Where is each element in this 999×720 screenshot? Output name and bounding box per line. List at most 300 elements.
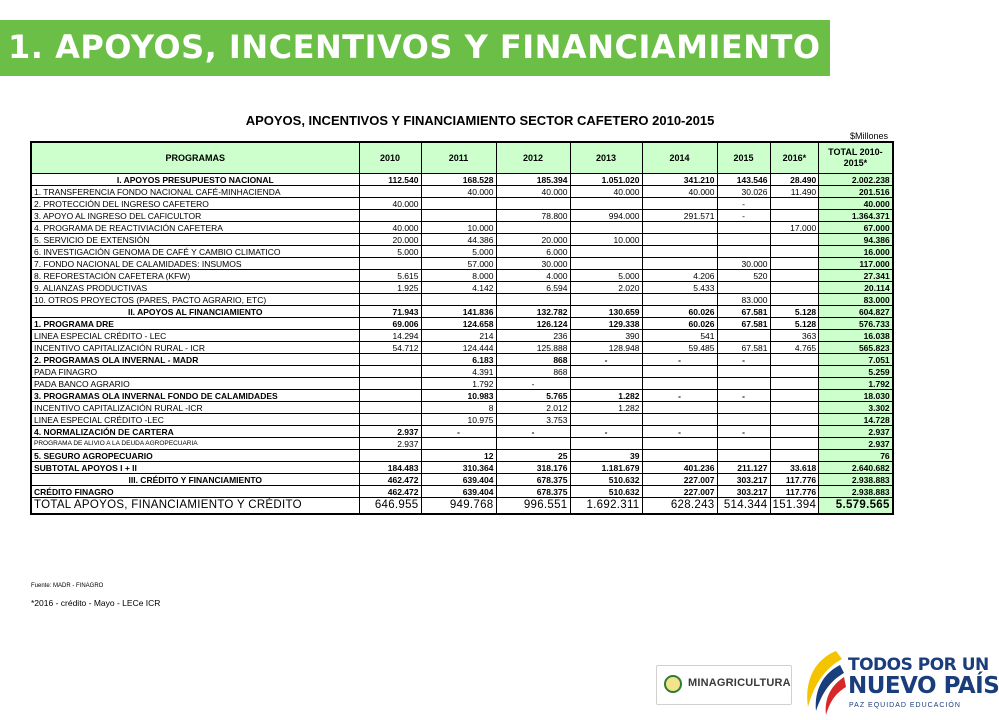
cell-value xyxy=(359,366,421,378)
cell-value: 12 xyxy=(421,450,496,462)
cell-value: 678.375 xyxy=(496,486,570,498)
table-row xyxy=(31,318,893,330)
table-row xyxy=(31,246,893,258)
cell-value: 3.753 xyxy=(496,414,570,426)
cell-value xyxy=(570,438,642,450)
source-note: Fuente: MADR - FINAGRO xyxy=(31,583,104,589)
cell-total: 83.000 xyxy=(819,294,893,306)
table-row xyxy=(31,282,893,294)
cell-value xyxy=(642,438,717,450)
row-label: 2. PROTECCIÓN DEL INGRESO CAFETERO xyxy=(31,198,359,210)
cell-value: 69.006 xyxy=(359,318,421,330)
cell-value: 510.632 xyxy=(570,474,642,486)
cell-total: 76 xyxy=(819,450,893,462)
cell-value xyxy=(570,366,642,378)
cell-value: 401.236 xyxy=(642,462,717,474)
cell-value: - xyxy=(642,354,717,366)
cell-value xyxy=(770,282,819,294)
cell-value: 5.433 xyxy=(642,282,717,294)
cell-total: 604.827 xyxy=(819,306,893,318)
cell-value: 39 xyxy=(570,450,642,462)
cell-value: 125.888 xyxy=(496,342,570,354)
cell-value: 5.615 xyxy=(359,270,421,282)
cell-value xyxy=(717,246,770,258)
cell-value: - xyxy=(717,390,770,402)
row-label: 4. NORMALIZACIÓN DE CARTERA xyxy=(31,426,359,438)
header-year: 2015 xyxy=(717,142,770,174)
cell-value xyxy=(770,450,819,462)
cell-value xyxy=(570,246,642,258)
header-year: 2012 xyxy=(496,142,570,174)
cell-value xyxy=(642,378,717,390)
cell-total: 2.640.682 xyxy=(819,462,893,474)
cell-total: 16.000 xyxy=(819,246,893,258)
cell-value: - xyxy=(496,426,570,438)
row-label: LINEA ESPECIAL CRÉDITO - LEC xyxy=(31,330,359,342)
cell-total: 27.341 xyxy=(819,270,893,282)
cell-value: 10.975 xyxy=(421,414,496,426)
table-row xyxy=(31,270,893,282)
cell-value xyxy=(421,198,496,210)
cell-value xyxy=(359,210,421,222)
table-row xyxy=(31,474,893,486)
cell-value: 141.836 xyxy=(421,306,496,318)
cell-total: 20.114 xyxy=(819,282,893,294)
cell-value xyxy=(359,414,421,426)
row-label: 6. INVESTIGACIÓN GENOMA DE CAFÉ Y CAMBIO CLIMATICO xyxy=(31,246,359,258)
cell-value xyxy=(770,366,819,378)
cell-value: - xyxy=(570,426,642,438)
cell-value: 14.294 xyxy=(359,330,421,342)
cell-value: 5.000 xyxy=(421,246,496,258)
cell-value: 168.528 xyxy=(421,174,496,186)
cell-total: 67.000 xyxy=(819,222,893,234)
cell-value: - xyxy=(717,426,770,438)
row-label: 5. SERVICIO DE EXTENSIÓN xyxy=(31,234,359,246)
page-title: 1. APOYOS, INCENTIVOS Y FINANCIAMIENTO xyxy=(8,28,821,66)
cell-value: 8 xyxy=(421,402,496,414)
table-row xyxy=(31,222,893,234)
logo-line-1: TODOS POR UN xyxy=(848,655,989,675)
unit-label: $Millones xyxy=(850,131,889,141)
cell-value xyxy=(770,210,819,222)
cell-value: 291.571 xyxy=(642,210,717,222)
cell-value: 20.000 xyxy=(496,234,570,246)
cell-value: 541 xyxy=(642,330,717,342)
cell-value: 11.490 xyxy=(770,186,819,198)
cell-value: 71.943 xyxy=(359,306,421,318)
table-row xyxy=(31,342,893,354)
cell-value: 227.007 xyxy=(642,474,717,486)
cell-value: 510.632 xyxy=(570,486,642,498)
logo-line-2: NUEVO PAÍS xyxy=(848,673,999,699)
cell-value: 185.394 xyxy=(496,174,570,186)
cell-value: 868 xyxy=(496,354,570,366)
cell-total: 16.038 xyxy=(819,330,893,342)
cell-value xyxy=(496,438,570,450)
row-label: I. APOYOS PRESUPUESTO NACIONAL xyxy=(31,174,359,186)
cell-value xyxy=(496,294,570,306)
cell-value xyxy=(642,294,717,306)
cell-value: 646.955 xyxy=(359,498,421,515)
header-year: 2016* xyxy=(770,142,819,174)
cell-total: 40.000 xyxy=(819,198,893,210)
cell-value: 10.983 xyxy=(421,390,496,402)
cell-value: 124.658 xyxy=(421,318,496,330)
cell-value xyxy=(770,414,819,426)
cell-value: 17.000 xyxy=(770,222,819,234)
cell-value xyxy=(570,198,642,210)
cell-value: 40.000 xyxy=(359,198,421,210)
cell-value xyxy=(717,366,770,378)
cell-value: 132.782 xyxy=(496,306,570,318)
cell-value: 126.124 xyxy=(496,318,570,330)
cell-total: 2.938.883 xyxy=(819,474,893,486)
cell-value: 30.000 xyxy=(717,258,770,270)
cell-value: 67.581 xyxy=(717,342,770,354)
cell-value: 868 xyxy=(496,366,570,378)
table-row xyxy=(31,486,893,498)
cell-value: 5.128 xyxy=(770,306,819,318)
table-row xyxy=(31,450,893,462)
cell-value: - xyxy=(642,390,717,402)
table-row xyxy=(31,414,893,426)
row-label: CRÉDITO FINAGRO xyxy=(31,486,359,498)
cell-value: 390 xyxy=(570,330,642,342)
header-year: 2013 xyxy=(570,142,642,174)
cell-value: 20.000 xyxy=(359,234,421,246)
cell-value xyxy=(359,258,421,270)
table-row xyxy=(31,174,893,186)
row-label: INCENTIVO CAPITALIZACIÓN RURAL -ICR xyxy=(31,402,359,414)
coat-of-arms-icon xyxy=(664,675,682,693)
row-label: TOTAL APOYOS, FINANCIAMIENTO Y CRÉDITO xyxy=(31,498,359,515)
cell-value: 8.000 xyxy=(421,270,496,282)
cell-value: 5.765 xyxy=(496,390,570,402)
cell-value: 6.183 xyxy=(421,354,496,366)
todos-por-un-nuevo-pais-logo xyxy=(796,645,999,720)
cell-total: 117.000 xyxy=(819,258,893,270)
cell-value: 112.540 xyxy=(359,174,421,186)
cell-value: 30.000 xyxy=(496,258,570,270)
cell-value: 2.937 xyxy=(359,438,421,450)
cell-total: 565.823 xyxy=(819,342,893,354)
header-programs: PROGRAMAS xyxy=(31,142,359,174)
cell-value xyxy=(770,354,819,366)
cell-value: 40.000 xyxy=(421,186,496,198)
cell-value: 143.546 xyxy=(717,174,770,186)
cell-total: 14.728 xyxy=(819,414,893,426)
table-row xyxy=(31,462,893,474)
cell-value: 363 xyxy=(770,330,819,342)
cell-value xyxy=(359,378,421,390)
cell-total: 201.516 xyxy=(819,186,893,198)
cell-value: 78.800 xyxy=(496,210,570,222)
cell-value: 83.000 xyxy=(717,294,770,306)
cell-value xyxy=(717,378,770,390)
cell-value xyxy=(642,234,717,246)
cell-value xyxy=(770,234,819,246)
cell-value: 1.051.020 xyxy=(570,174,642,186)
row-label: 4. PROGRAMA DE REACTIVIACIÓN CAFETERA xyxy=(31,222,359,234)
cell-value xyxy=(642,222,717,234)
row-label: 5. SEGURO AGROPECUARIO xyxy=(31,450,359,462)
cell-value: 310.364 xyxy=(421,462,496,474)
cell-value xyxy=(570,258,642,270)
footnote: *2016 - crédito - Mayo - LECe ICR xyxy=(31,598,161,608)
cell-value: 211.127 xyxy=(717,462,770,474)
cell-value: 59.485 xyxy=(642,342,717,354)
cell-total: 2.937 xyxy=(819,438,893,450)
row-label: 3. APOYO AL INGRESO DEL CAFICULTOR xyxy=(31,210,359,222)
cell-total: 576.733 xyxy=(819,318,893,330)
cell-value: 4.765 xyxy=(770,342,819,354)
row-label: 1. TRANSFERENCIA FONDO NACIONAL CAFÉ-MINHACIENDA xyxy=(31,186,359,198)
cell-value: 994.000 xyxy=(570,210,642,222)
cell-value xyxy=(570,414,642,426)
title-banner xyxy=(0,20,830,76)
cell-value: 303.217 xyxy=(717,474,770,486)
cell-value xyxy=(717,330,770,342)
header-year: 2010 xyxy=(359,142,421,174)
cell-value: 57.000 xyxy=(421,258,496,270)
cell-value: 30.026 xyxy=(717,186,770,198)
cell-value: 1.181.679 xyxy=(570,462,642,474)
cell-value: 639.404 xyxy=(421,486,496,498)
row-label: INCENTIVO CAPITALIZACIÓN RURAL - ICR xyxy=(31,342,359,354)
cell-value xyxy=(717,402,770,414)
cell-value: 130.659 xyxy=(570,306,642,318)
cell-value: 67.581 xyxy=(717,318,770,330)
cell-value xyxy=(770,246,819,258)
cell-value: 184.483 xyxy=(359,462,421,474)
cell-value: - xyxy=(421,426,496,438)
row-label: PADA BANCO AGRARIO xyxy=(31,378,359,390)
cell-value: 10.000 xyxy=(421,222,496,234)
cell-value: 151.394 xyxy=(770,498,819,515)
cell-value: 60.026 xyxy=(642,306,717,318)
cell-value: 60.026 xyxy=(642,318,717,330)
cell-value xyxy=(570,222,642,234)
cell-value xyxy=(770,198,819,210)
cell-value: 4.206 xyxy=(642,270,717,282)
table-row xyxy=(31,234,893,246)
cell-value xyxy=(642,258,717,270)
row-label: 10. OTROS PROYECTOS (PARES, PACTO AGRARIO, ETC) xyxy=(31,294,359,306)
cell-value: 949.768 xyxy=(421,498,496,515)
cell-total: 7.051 xyxy=(819,354,893,366)
cell-value xyxy=(717,282,770,294)
table-row xyxy=(31,438,893,450)
cell-value: 628.243 xyxy=(642,498,717,515)
cell-value: 462.472 xyxy=(359,474,421,486)
cell-total: 1.792 xyxy=(819,378,893,390)
header-year: 2014 xyxy=(642,142,717,174)
cell-value: 1.792 xyxy=(421,378,496,390)
cell-value xyxy=(496,198,570,210)
table-row xyxy=(31,354,893,366)
cell-value xyxy=(359,402,421,414)
cell-value: 1.925 xyxy=(359,282,421,294)
cell-value xyxy=(642,402,717,414)
cell-value: 25 xyxy=(496,450,570,462)
cell-value: 520 xyxy=(717,270,770,282)
cell-value xyxy=(717,234,770,246)
cell-value: 4.000 xyxy=(496,270,570,282)
cell-value: 67.581 xyxy=(717,306,770,318)
cell-value: 40.000 xyxy=(496,186,570,198)
cell-value xyxy=(570,378,642,390)
cell-value: 514.344 xyxy=(717,498,770,515)
cell-value xyxy=(359,294,421,306)
cell-value xyxy=(642,450,717,462)
row-label: 1. PROGRAMA DRE xyxy=(31,318,359,330)
cell-value: 5.000 xyxy=(570,270,642,282)
table-row xyxy=(31,258,893,270)
cell-value xyxy=(642,366,717,378)
cell-value xyxy=(359,450,421,462)
cell-value: 54.712 xyxy=(359,342,421,354)
cell-value: 214 xyxy=(421,330,496,342)
data-table xyxy=(30,141,894,515)
cell-total: 18.030 xyxy=(819,390,893,402)
cell-value: 1.282 xyxy=(570,402,642,414)
cell-total: 5.579.565 xyxy=(819,498,893,515)
cell-value: 33.618 xyxy=(770,462,819,474)
cell-value: 2.020 xyxy=(570,282,642,294)
row-label: PROGRAMA DE ALIVIO A LA DEUDA AGROPECUARIA xyxy=(31,438,359,450)
table-row xyxy=(31,390,893,402)
cell-value: 236 xyxy=(496,330,570,342)
cell-value: 5.000 xyxy=(359,246,421,258)
row-label: 3. PROGRAMAS OLA INVERNAL FONDO DE CALAMIDADES xyxy=(31,390,359,402)
table-title: APOYOS, INCENTIVOS Y FINANCIAMIENTO SECTOR CAFETERO 2010-2015 xyxy=(245,113,715,128)
cell-total: 5.259 xyxy=(819,366,893,378)
table-row xyxy=(31,294,893,306)
cell-value: 639.404 xyxy=(421,474,496,486)
row-label: SUBTOTAL APOYOS I + II xyxy=(31,462,359,474)
logo-line-3: PAZ EQUIDAD EDUCACIÓN xyxy=(849,702,961,709)
cell-value: 1.282 xyxy=(570,390,642,402)
table-body xyxy=(31,174,893,515)
cell-value xyxy=(642,198,717,210)
cell-value: 462.472 xyxy=(359,486,421,498)
cell-total: 1.364.371 xyxy=(819,210,893,222)
cell-value xyxy=(770,294,819,306)
cell-value: - xyxy=(717,198,770,210)
cell-value: 117.776 xyxy=(770,474,819,486)
cell-value: 6.000 xyxy=(496,246,570,258)
row-label: PADA FINAGRO xyxy=(31,366,359,378)
table-row xyxy=(31,498,893,515)
row-label: 7. FONDO NACIONAL DE CALAMIDADES: INSUMOS xyxy=(31,258,359,270)
cell-value xyxy=(421,438,496,450)
cell-value xyxy=(642,246,717,258)
cell-value: 678.375 xyxy=(496,474,570,486)
row-label: 2. PROGRAMAS OLA INVERNAL - MADR xyxy=(31,354,359,366)
header-total: TOTAL 2010-2015* xyxy=(819,142,893,174)
cell-value xyxy=(717,414,770,426)
table-row xyxy=(31,366,893,378)
cell-value: 2.012 xyxy=(496,402,570,414)
cell-total: 2.937 xyxy=(819,426,893,438)
cell-value xyxy=(359,186,421,198)
cell-value xyxy=(770,258,819,270)
cell-value: 128.948 xyxy=(570,342,642,354)
cell-value xyxy=(770,402,819,414)
table-row xyxy=(31,186,893,198)
cell-value xyxy=(421,294,496,306)
cell-value: 44.386 xyxy=(421,234,496,246)
cell-value: 4.142 xyxy=(421,282,496,294)
cell-total: 3.302 xyxy=(819,402,893,414)
table-row xyxy=(31,210,893,222)
flag-swoosh-icon xyxy=(796,645,848,720)
cell-value xyxy=(421,210,496,222)
cell-value xyxy=(717,438,770,450)
cell-value xyxy=(642,414,717,426)
table-row xyxy=(31,426,893,438)
cell-value: 117.776 xyxy=(770,486,819,498)
cell-value: 124.444 xyxy=(421,342,496,354)
cell-value xyxy=(770,270,819,282)
cell-value: 4.391 xyxy=(421,366,496,378)
cell-value xyxy=(770,378,819,390)
cell-value xyxy=(770,390,819,402)
cell-total: 94.386 xyxy=(819,234,893,246)
row-label: II. APOYOS AL FINANCIAMIENTO xyxy=(31,306,359,318)
cell-value: - xyxy=(642,426,717,438)
cell-value xyxy=(717,450,770,462)
cell-value: 10.000 xyxy=(570,234,642,246)
cell-value: 1.692.311 xyxy=(570,498,642,515)
cell-value: 5.128 xyxy=(770,318,819,330)
cell-value: 341.210 xyxy=(642,174,717,186)
row-label: LINEA ESPECIAL CRÉDITO -LEC xyxy=(31,414,359,426)
cell-value: 40.000 xyxy=(642,186,717,198)
table-row xyxy=(31,306,893,318)
cell-value: 996.551 xyxy=(496,498,570,515)
table-row xyxy=(31,402,893,414)
cell-total: 2.938.883 xyxy=(819,486,893,498)
header-year: 2011 xyxy=(421,142,496,174)
row-label: 9. ALIANZAS PRODUCTIVAS xyxy=(31,282,359,294)
cell-value: - xyxy=(717,354,770,366)
cell-value: 227.007 xyxy=(642,486,717,498)
table-row xyxy=(31,198,893,210)
table-row xyxy=(31,330,893,342)
cell-value: 129.338 xyxy=(570,318,642,330)
cell-value xyxy=(359,354,421,366)
cell-value: 28.490 xyxy=(770,174,819,186)
cell-value xyxy=(359,390,421,402)
cell-value: 40.000 xyxy=(570,186,642,198)
cell-value: 2.937 xyxy=(359,426,421,438)
cell-total: 2.002.238 xyxy=(819,174,893,186)
cell-value xyxy=(770,426,819,438)
table-row xyxy=(31,378,893,390)
cell-value xyxy=(496,222,570,234)
cell-value: 303.217 xyxy=(717,486,770,498)
cell-value: - xyxy=(496,378,570,390)
cell-value: - xyxy=(570,354,642,366)
minagricultura-logo xyxy=(656,665,792,705)
row-label: 8. REFORESTACIÓN CAFETERA (KFW) xyxy=(31,270,359,282)
cell-value: 40.000 xyxy=(359,222,421,234)
cell-value: 318.176 xyxy=(496,462,570,474)
minagricultura-text: MINAGRICULTURA xyxy=(688,677,791,689)
cell-value xyxy=(570,294,642,306)
